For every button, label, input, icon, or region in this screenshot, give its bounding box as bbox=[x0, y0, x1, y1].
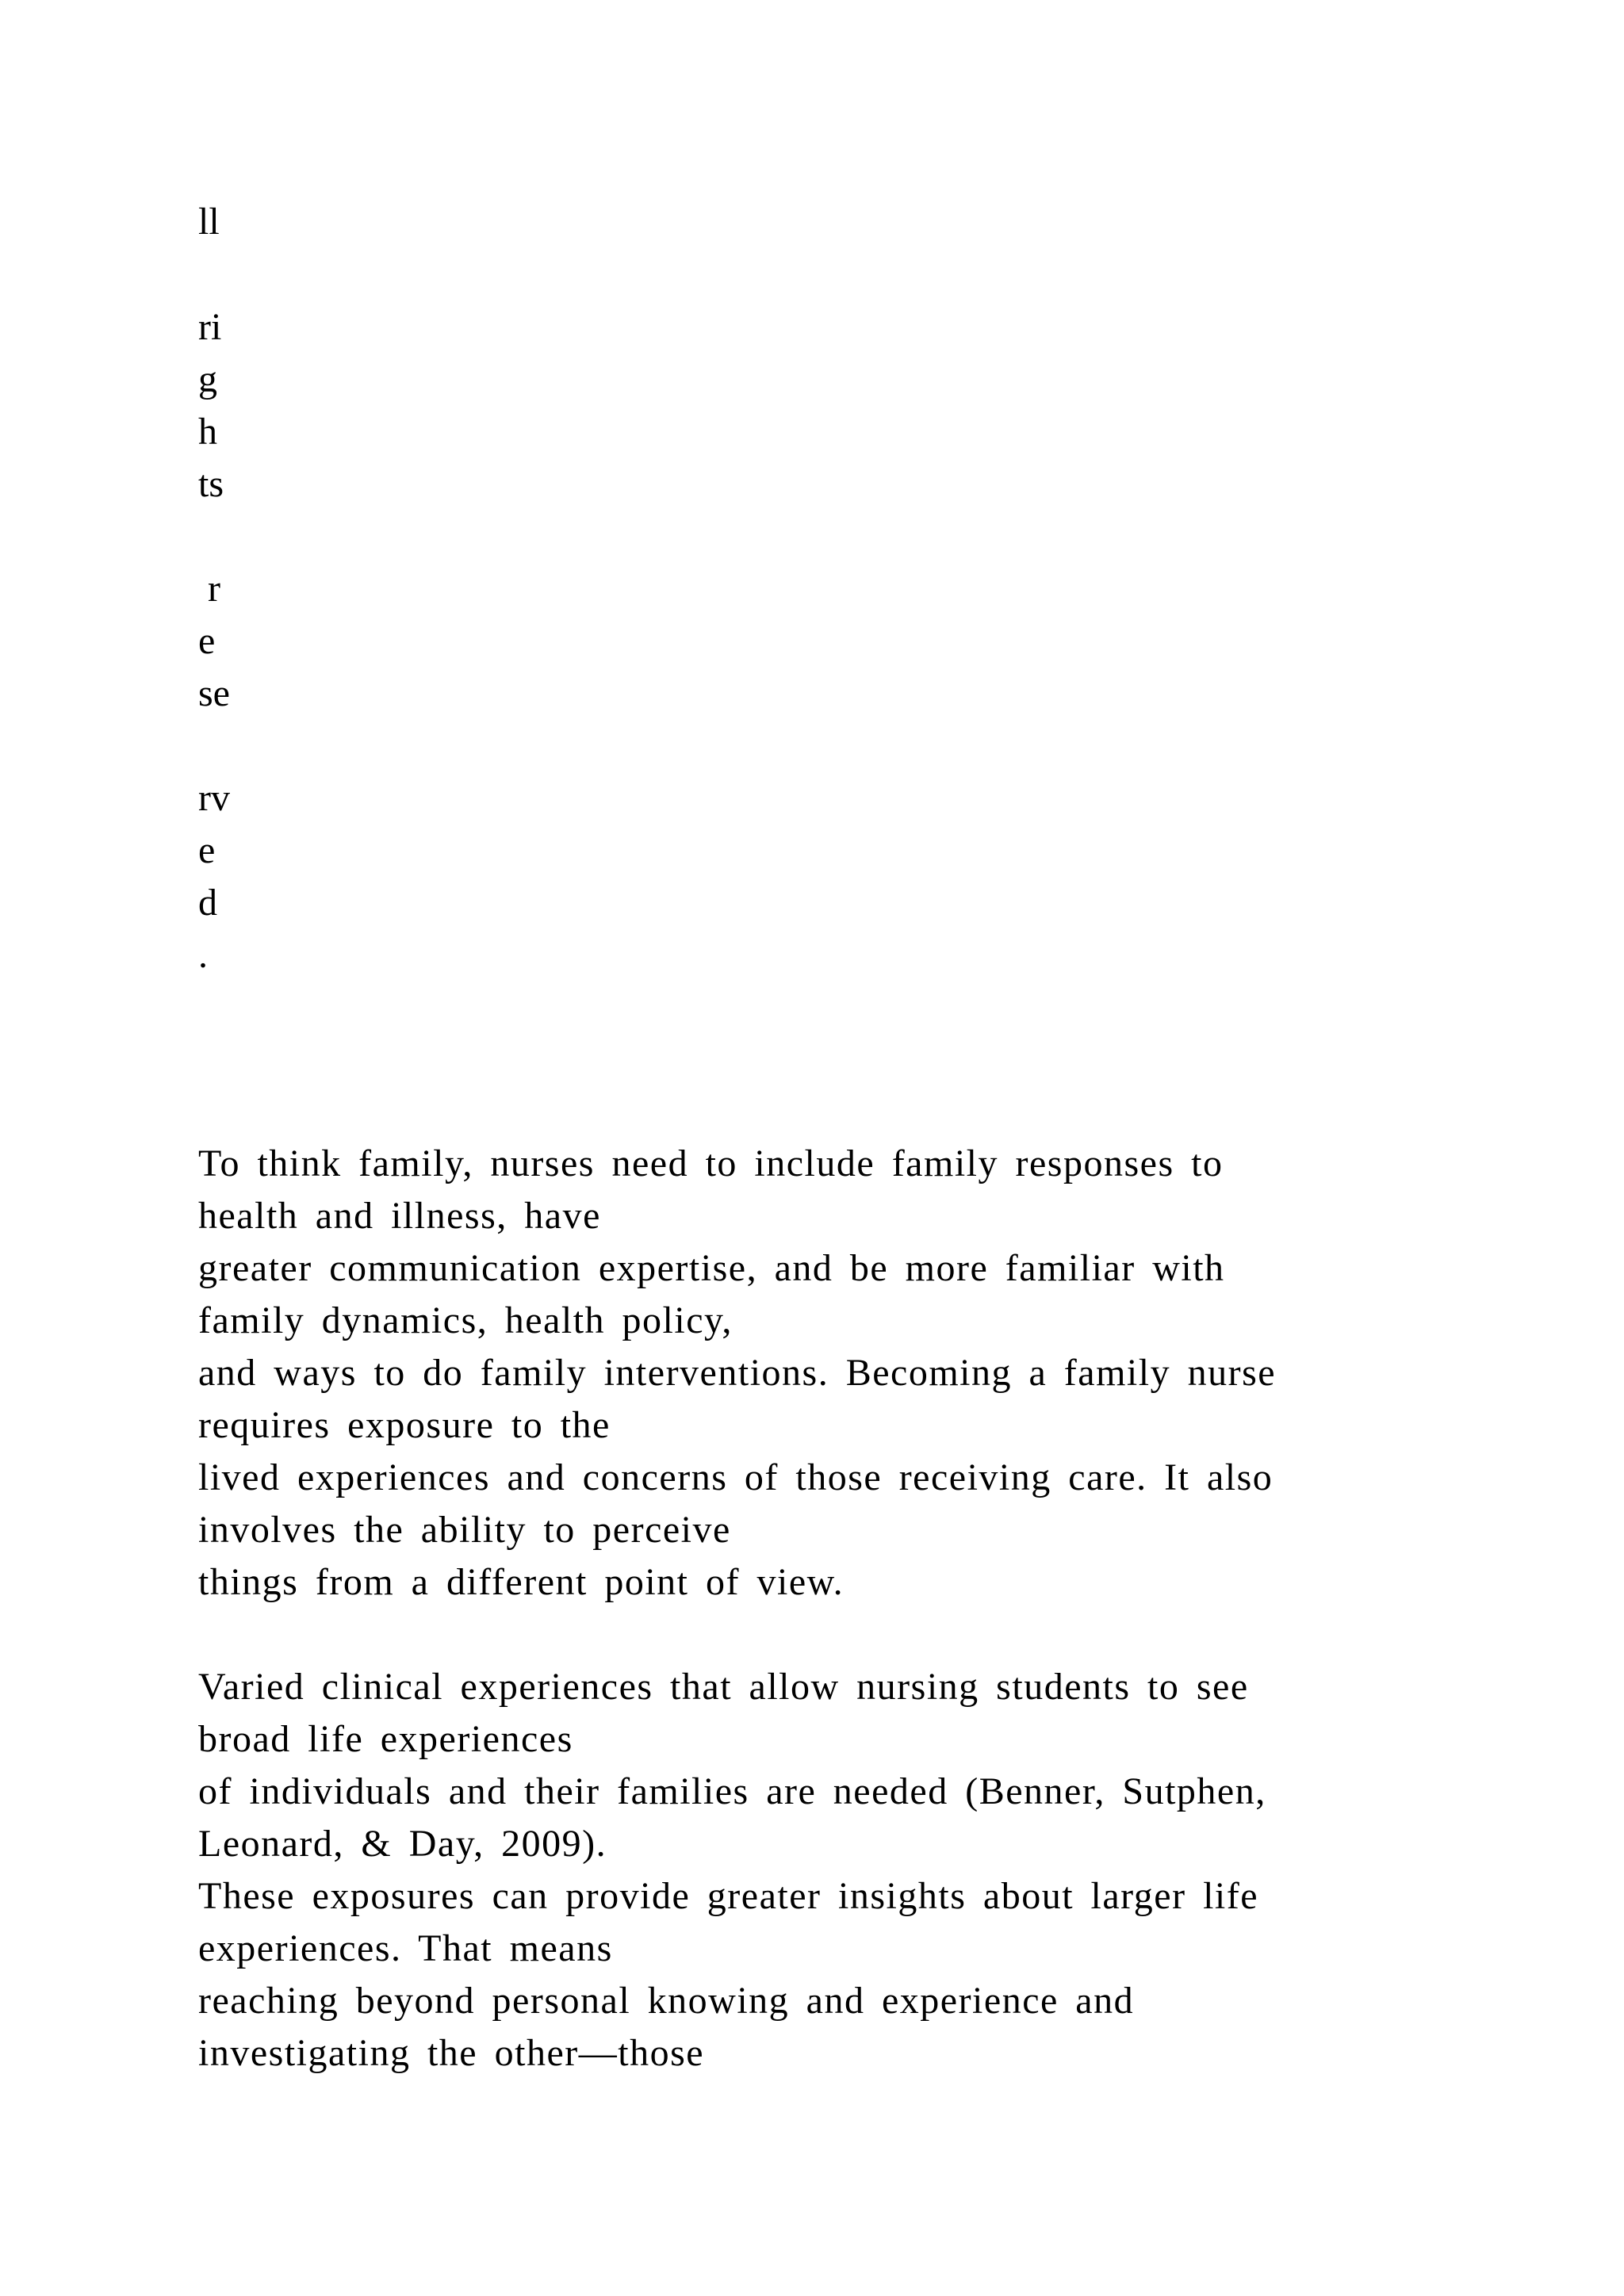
paragraph-line: Leonard, & Day, 2009). bbox=[198, 1823, 607, 1865]
text-fragment: se bbox=[198, 672, 230, 714]
paragraph-line: broad life experiences bbox=[198, 1718, 573, 1760]
text-fragment: . bbox=[198, 934, 208, 976]
paragraph-line: investigating the other—those bbox=[198, 2032, 705, 2074]
text-fragment: e bbox=[198, 829, 216, 871]
text-fragment: ll bbox=[198, 201, 220, 243]
text-fragment: h bbox=[198, 411, 217, 453]
paragraph-line: family dynamics, health policy, bbox=[198, 1299, 733, 1341]
text-fragment: ts bbox=[198, 463, 224, 505]
text-fragment: e bbox=[198, 620, 216, 662]
paragraph-line: and ways to do family interventions. Becoming a family nurse bbox=[198, 1352, 1277, 1394]
text-fragment: r bbox=[198, 568, 220, 610]
paragraph-line: lived experiences and concerns of those receiving care. It also bbox=[198, 1456, 1274, 1498]
paragraph-line: things from a different point of view. bbox=[198, 1561, 845, 1603]
paragraph-line: reaching beyond personal knowing and experience and bbox=[198, 1980, 1135, 2022]
paragraph-line: involves the ability to perceive bbox=[198, 1509, 731, 1551]
paragraph-line: These exposures can provide greater insights about larger life bbox=[198, 1875, 1259, 1917]
paragraph-line: experiences. That means bbox=[198, 1927, 613, 1969]
text-fragment: ri bbox=[198, 306, 222, 348]
paragraph-line: of individuals and their families are needed (Benner, Sutphen, bbox=[198, 1770, 1266, 1812]
paragraph-line: Varied clinical experiences that allow nursing students to see bbox=[198, 1666, 1249, 1708]
paragraph-line: health and illness, have bbox=[198, 1195, 601, 1237]
text-fragment: g bbox=[198, 358, 217, 400]
paragraph-line: greater communication expertise, and be more familiar with bbox=[198, 1247, 1225, 1289]
text-fragment: d bbox=[198, 882, 217, 924]
paragraph-line: requires exposure to the bbox=[198, 1404, 611, 1446]
paragraph-line: To think family, nurses need to include family responses to bbox=[198, 1142, 1224, 1184]
text-fragment: rv bbox=[198, 777, 230, 819]
